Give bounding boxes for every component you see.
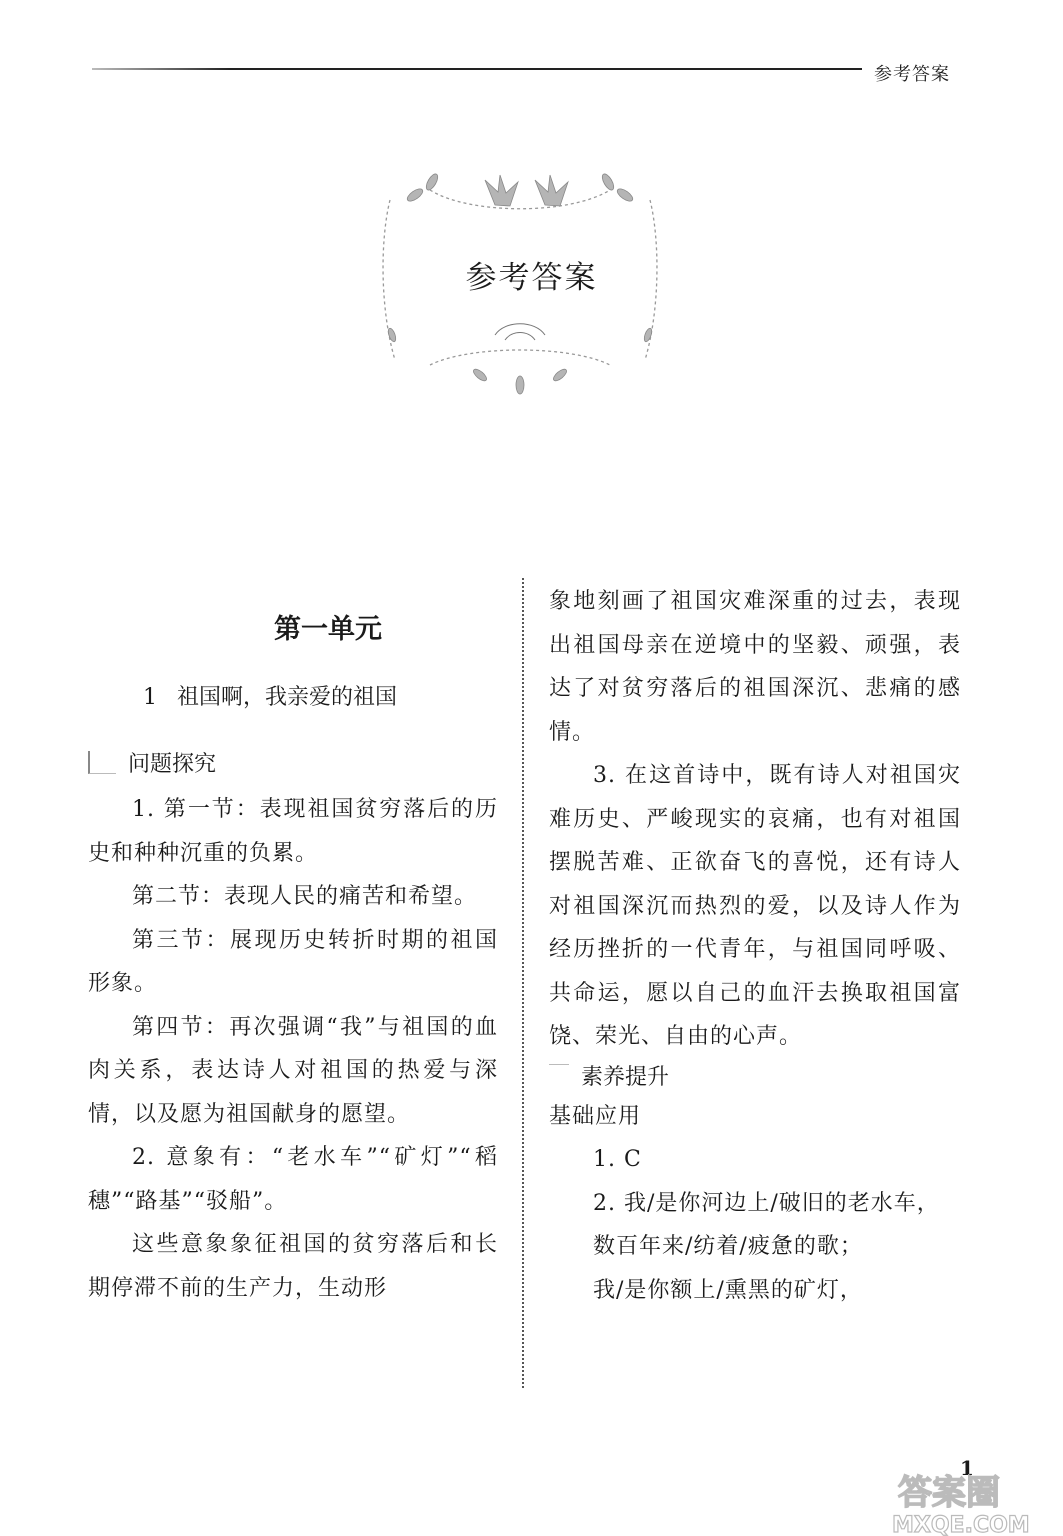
answer-paragraph: 第四节：再次强调“我”与祖国的血肉关系，表达诗人对祖国的热爱与深情，以及愿为祖国献身的愿望。 [88, 1014, 498, 1127]
answer-paragraph: 象地刻画了祖国灾难深重的过去，表现出祖国母亲在逆境中的坚毅、顽强，表达了对贫穷落后的祖国深沉、悲痛的感情。 [549, 589, 961, 745]
answer-paragraph: 这些意象象征祖国的贫穷落后和长期停滞不前的生产力，生动形 [88, 1232, 498, 1301]
section-heading-inquiry [88, 750, 498, 780]
poem-line: 数百年来/纺着/疲惫的歌； [593, 1234, 863, 1259]
watermark-logo [888, 1468, 1063, 1536]
answer-paragraph: 1. 第一节：表现祖国贫穷落后的历史和种种沉重的负累。 [88, 797, 498, 866]
answer-2: 2. 我/是你河边上/破旧的老水车， [593, 1190, 940, 1216]
unit-title: 第一单元 [274, 614, 382, 645]
running-header: 参考答案 [874, 64, 950, 85]
page-title: 参考答案 [465, 260, 598, 296]
lesson-number: 1 [143, 685, 157, 710]
left-column [88, 610, 498, 1310]
poem-line: 我/是你额上/熏黑的矿灯， [593, 1277, 863, 1303]
answer-paragraph: 第三节：展现历史转折时期的祖国形象。 [88, 927, 498, 996]
answer-paragraph: 2. 意象有：“老水车”“矿灯”“稻穗”“路基”“驳船”。 [88, 1145, 498, 1214]
watermark-line1: 答案圈 [898, 1473, 1000, 1513]
section-mark-icon [88, 751, 116, 774]
column-divider [522, 578, 524, 1388]
section-heading-literacy [549, 1063, 961, 1093]
section-heading-text: 问题探究 [128, 752, 217, 777]
right-column [549, 580, 961, 1312]
header-rule [92, 68, 862, 70]
subheading-basic-application: 基础应用 [549, 1103, 642, 1129]
page-number: 1 [960, 1456, 974, 1480]
answer-paragraph: 3. 在这首诗中，既有诗人对祖国灾难历史、严峻现实的哀痛，也有对祖国摆脱苦难、正欲奋飞的喜悦，还有诗人对祖国深沉而热烈的爱，以及诗人作为经历挫折的一代青年，与祖国同呼吸、共命运，愿以自己的血汗去换取祖国富饶、荣光、自由的心声。 [549, 763, 961, 1049]
answer-1: 1. C [593, 1147, 642, 1172]
section-heading-text: 素养提升 [581, 1064, 670, 1090]
lesson-name: 祖国啊，我亲爱的祖国 [177, 685, 398, 710]
lesson-title [143, 682, 498, 714]
answer-paragraph: 第二节：表现人民的痛苦和希望。 [132, 884, 478, 909]
watermark-line2: MXQE.COM [892, 1513, 1030, 1536]
section-mark-icon [549, 1064, 569, 1087]
